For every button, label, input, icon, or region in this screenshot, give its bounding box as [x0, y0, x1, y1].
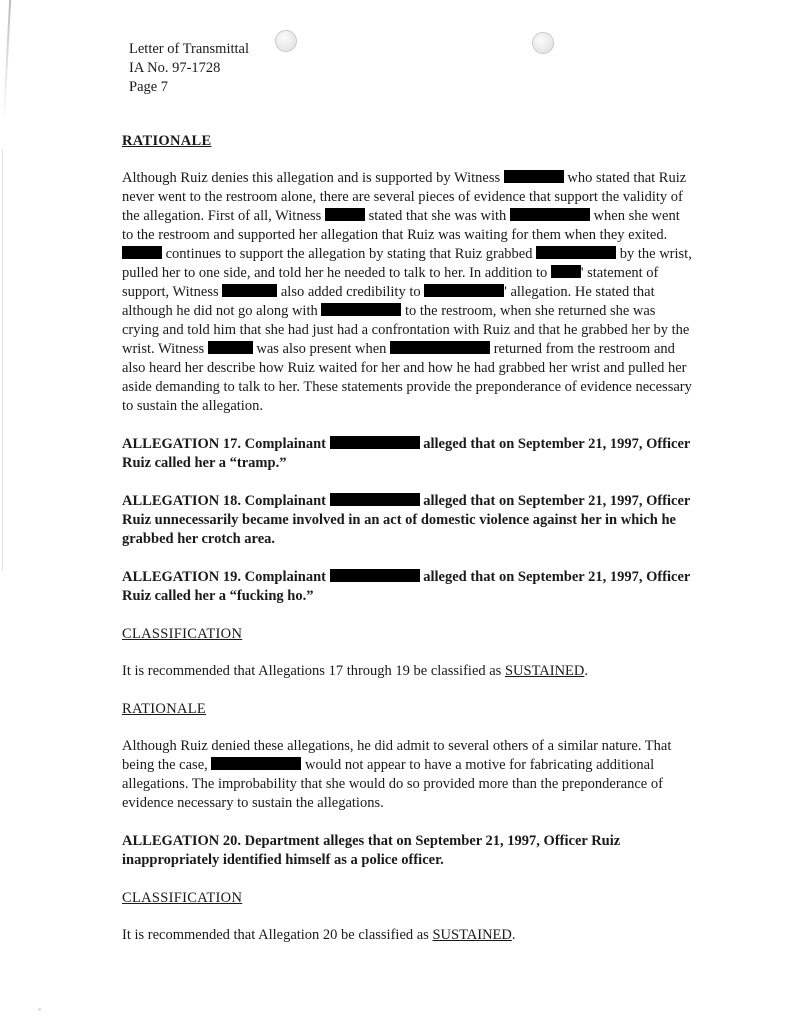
text-segment: It is recommended that Allegations 17 through 19 be classified as	[122, 663, 502, 679]
allegation-19	[122, 568, 692, 606]
text-segment: Although Ruiz denies this allegation and is supported by Witness	[122, 170, 501, 186]
text-segment: to the restroom, when she returned she was crying and told him that she had just had a confrontation with Ruiz and that he grabbed her by the wrist. Witness	[122, 303, 690, 357]
allegation-18	[122, 492, 692, 549]
punch-hole-right	[532, 32, 554, 54]
allegation-17	[122, 435, 692, 473]
text-segment: ALLEGATION 19. Complainant	[122, 569, 326, 585]
redaction-bar	[321, 303, 401, 316]
scan-speck	[38, 1008, 41, 1011]
redaction-bar	[504, 170, 564, 183]
rationale-paragraph-1	[122, 169, 692, 416]
text-segment: ALLEGATION 17. Complainant	[122, 436, 326, 452]
rationale-heading-1: RATIONALE	[122, 133, 212, 149]
text-segment: alleged that on September 21, 1997, Officer Ruiz called her a “tramp.”	[122, 436, 691, 471]
letter-header	[129, 40, 249, 97]
allegation-20: ALLEGATION 20. Department alleges that on September 21, 1997, Officer Ruiz inappropriately identified himself as a police officer.	[122, 833, 621, 868]
text-segment: Although Ruiz denied these allegations, he did admit to several others of a similar nature. That being the case,	[122, 738, 672, 773]
text-segment: ' allegation. He stated that although he did not go along with	[122, 284, 655, 319]
redaction-bar	[325, 208, 365, 221]
text-segment: would not appear to have a motive for fabricating additional allegations. The improbability that she would do so provided more than the preponderance of evidence necessary to sustain the allegations.	[122, 757, 663, 811]
redaction-bar	[390, 341, 490, 354]
classification-paragraph-1	[122, 662, 692, 681]
rationale-heading-2: RATIONALE	[122, 701, 207, 717]
text-segment: alleged that on September 21, 1997, Officer Ruiz called her a “fucking ho.”	[122, 569, 691, 604]
text-segment: returned from the restroom and also heard her describe how Ruiz waited for her and how he had grabbed her wrist and pulled her aside demanding to talk to her. These statements provide the preponderance of evidence necessary to sustain the allegation.	[122, 341, 692, 414]
document-body	[122, 132, 692, 964]
classification-paragraph-2	[122, 926, 692, 945]
redaction-bar	[551, 265, 581, 278]
text-segment: was also present when	[256, 341, 387, 357]
redaction-bar	[208, 341, 253, 354]
punch-hole-left	[275, 30, 297, 52]
text-segment: when she went to the restroom and supported her allegation that Ruiz was waiting for them when they exited.	[122, 208, 680, 243]
redaction-bar	[330, 436, 420, 449]
text-segment: alleged that on September 21, 1997, Officer Ruiz unnecessarily became involved in an act of domestic violence against her in which he grabbed her crotch area.	[122, 493, 691, 547]
text-segment: by the wrist, pulled her to one side, and told her he needed to talk to her. In addition to	[122, 246, 692, 281]
text-segment: who stated that Ruiz never went to the restroom alone, there are several pieces of evidence that support the validity of the allegation. First of all, Witness	[122, 170, 687, 224]
redaction-bar	[510, 208, 590, 221]
redaction-bar	[330, 493, 420, 506]
text-segment: It is recommended that Allegation 20 be classified as	[122, 927, 429, 943]
redaction-bar	[330, 569, 420, 582]
header-case-number: IA No. 97-1728	[129, 60, 221, 76]
scan-edge-shadow	[2, 150, 3, 570]
sustained-label: SUSTAINED	[432, 927, 512, 943]
text-segment: ' statement of support, Witness	[122, 265, 659, 300]
redaction-bar	[211, 757, 301, 770]
header-title: Letter of Transmittal	[129, 41, 250, 57]
header-page-number: Page 7	[129, 79, 169, 95]
classification-heading-2: CLASSIFICATION	[122, 890, 243, 906]
text-segment: ALLEGATION 18. Complainant	[122, 493, 326, 509]
text-segment: stated that she was with	[368, 208, 507, 224]
text-segment: .	[584, 663, 588, 679]
scan-edge-mark	[3, 0, 11, 120]
sustained-label: SUSTAINED	[504, 663, 585, 679]
redaction-bar	[424, 284, 504, 297]
text-segment: .	[511, 927, 516, 943]
redaction-bar	[122, 246, 162, 259]
redaction-bar	[536, 246, 616, 259]
classification-heading-1: CLASSIFICATION	[122, 626, 243, 642]
text-segment: also added credibility to	[280, 284, 421, 300]
rationale-paragraph-2	[122, 737, 692, 813]
text-segment: continues to support the allegation by stating that Ruiz grabbed	[165, 246, 533, 262]
redaction-bar	[222, 284, 277, 297]
